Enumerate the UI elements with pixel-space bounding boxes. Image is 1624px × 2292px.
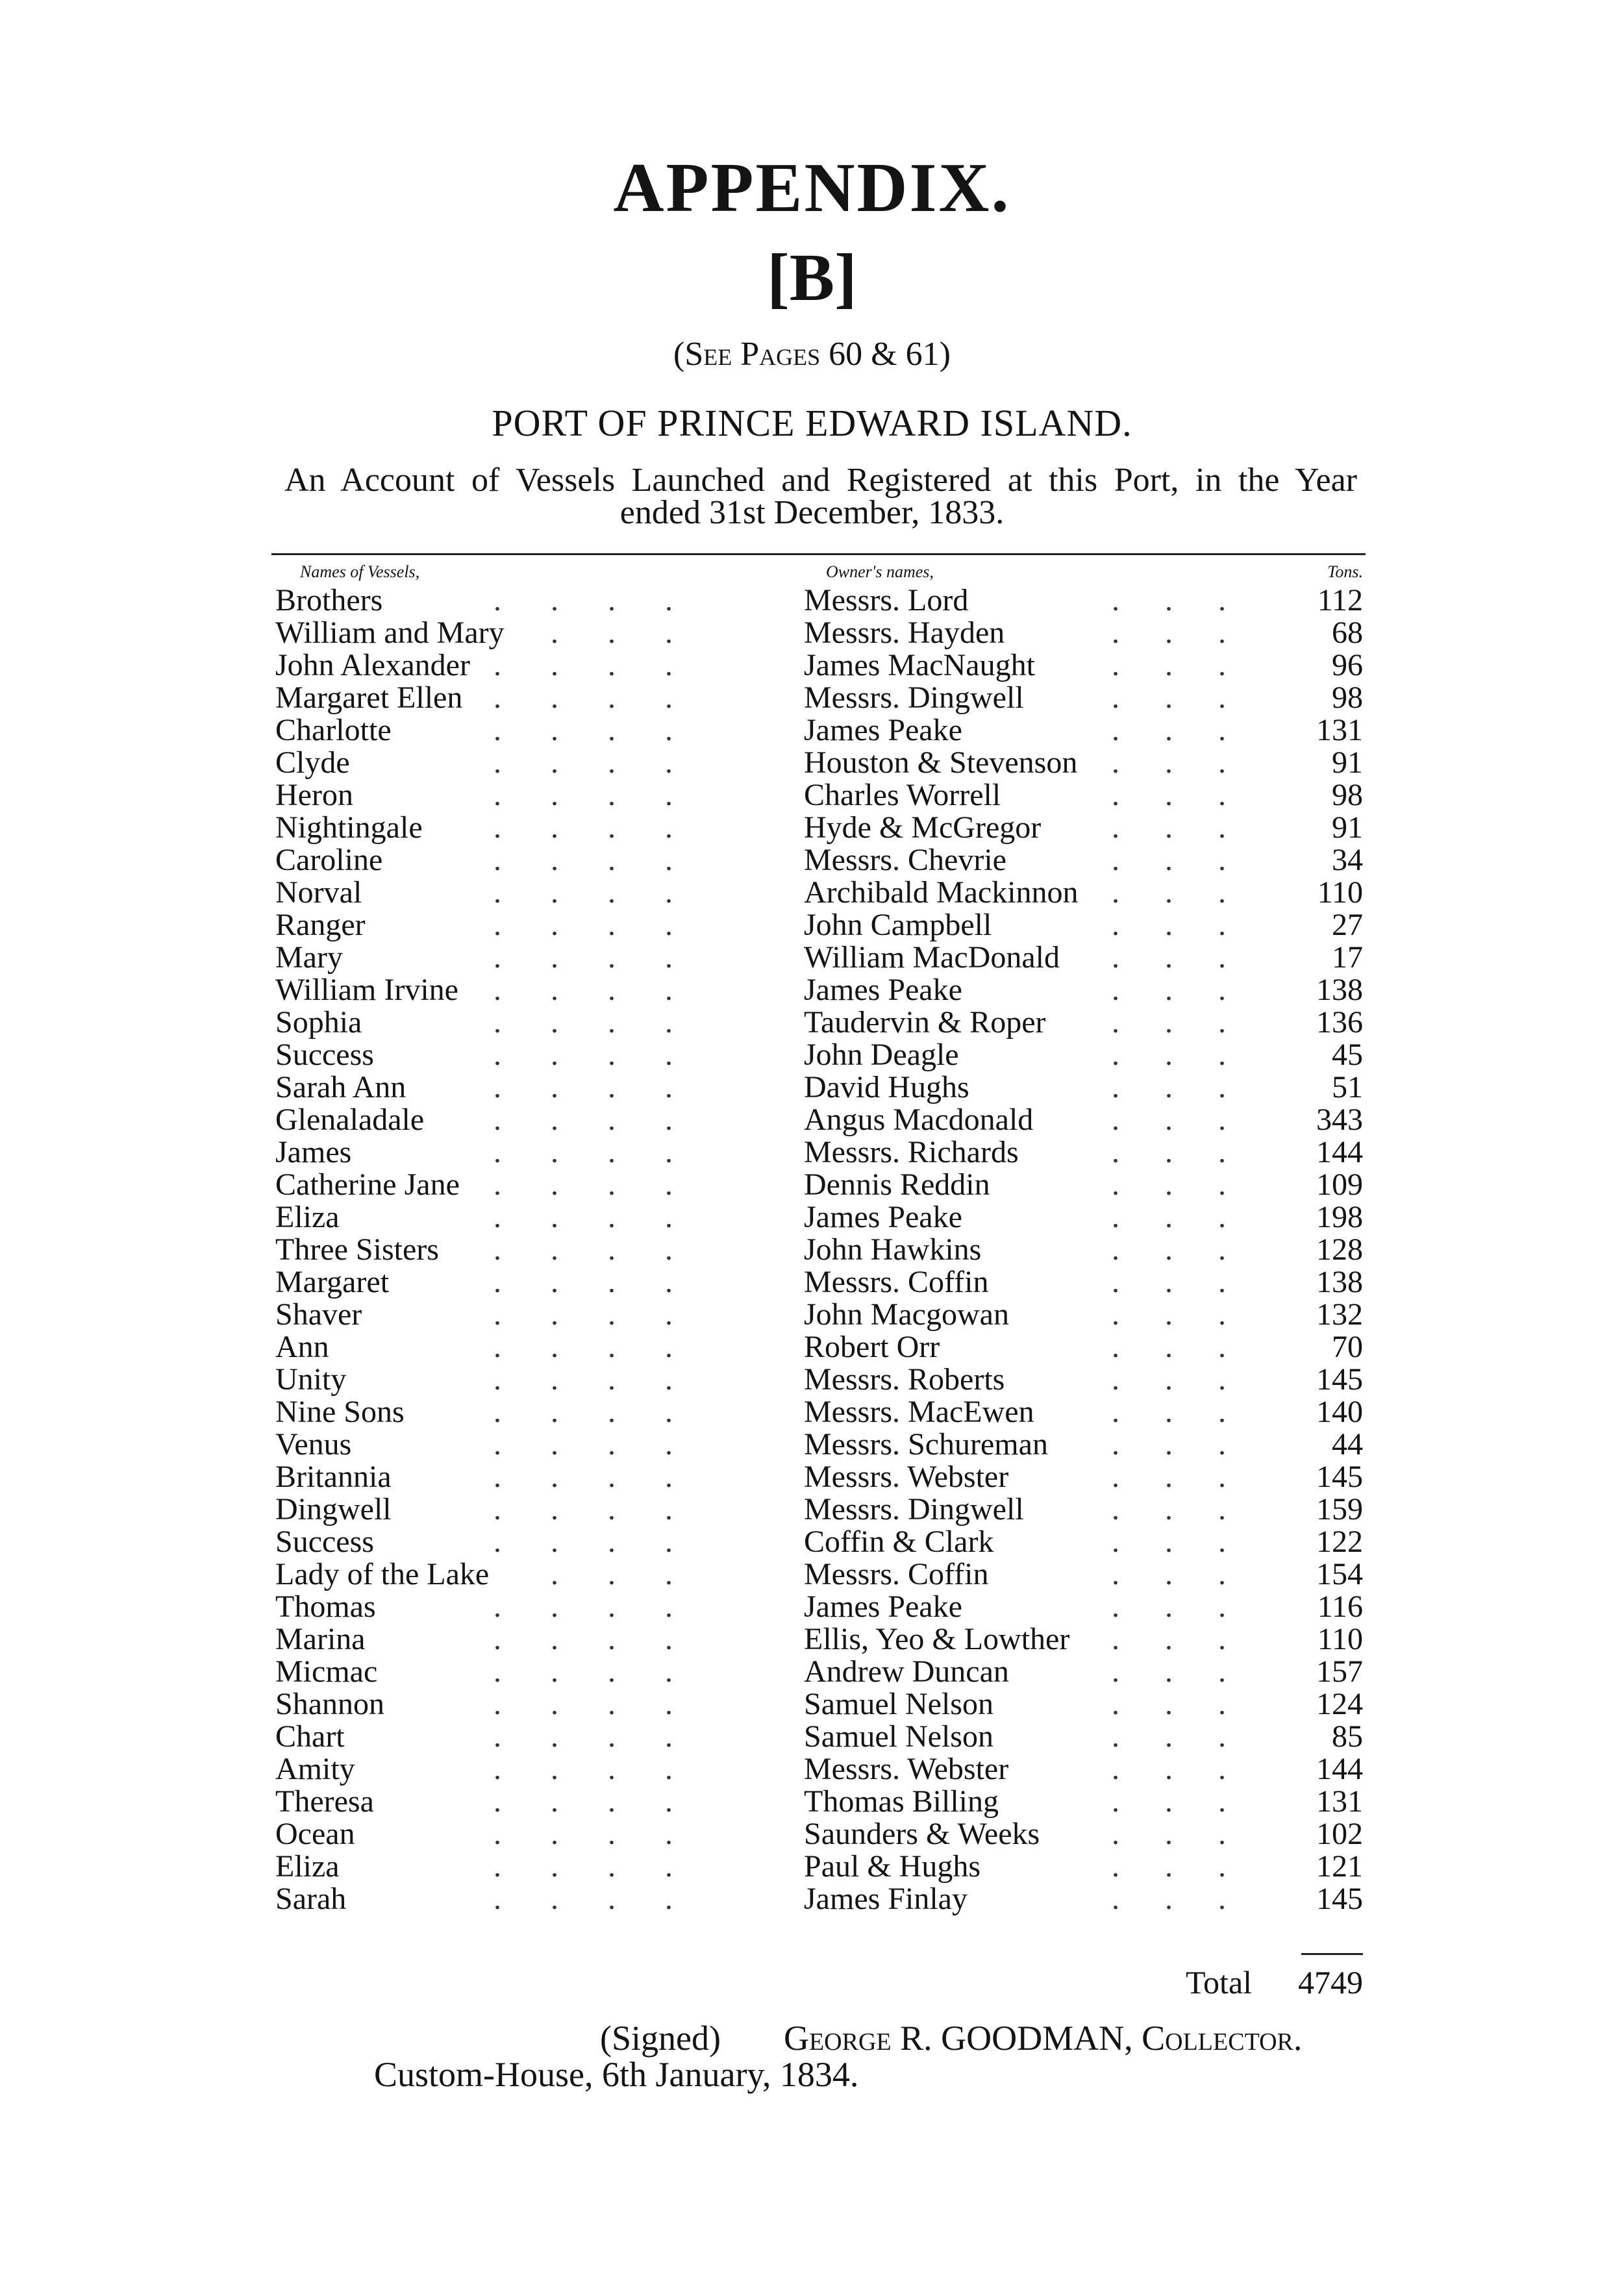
leader-dots: ....: [493, 1297, 722, 1332]
table-row: [0, 1526, 1624, 1558]
owner-name: Thomas Billing: [804, 1784, 999, 1819]
vessel-name: Clyde: [275, 745, 350, 780]
table-row: [0, 1364, 1624, 1396]
leader-dots: ...: [1112, 1427, 1271, 1462]
vessel-name: Sarah Ann: [275, 1070, 406, 1104]
leader-dots: ...: [1112, 1070, 1271, 1104]
tonnage: 343: [1316, 1102, 1363, 1137]
tonnage: 102: [1316, 1817, 1363, 1851]
leader-dots: ....: [493, 810, 722, 845]
table-row: [0, 649, 1624, 682]
leader-dots: ....: [493, 1038, 722, 1072]
leader-dots: ....: [493, 680, 722, 715]
see-pages-note: (See Pages 60 & 61): [673, 336, 951, 373]
vessel-name: Unity: [275, 1362, 347, 1397]
leader-dots: ....: [493, 1265, 722, 1299]
tonnage: 70: [1332, 1330, 1363, 1364]
table-row: [0, 1493, 1624, 1526]
tonnage: 138: [1316, 1265, 1363, 1299]
leader-dots: ....: [493, 1362, 722, 1397]
leader-dots: ....: [493, 940, 722, 975]
tonnage: 91: [1332, 745, 1363, 780]
owner-name: Paul & Hughs: [804, 1849, 981, 1884]
tonnage: 128: [1316, 1232, 1363, 1267]
table-row: [0, 617, 1624, 649]
table-row: [0, 1883, 1624, 1915]
owner-name: James Peake: [804, 1200, 962, 1234]
leader-dots: ...: [1112, 1817, 1271, 1851]
table-row: [0, 974, 1624, 1006]
leader-dots: ....: [493, 713, 722, 747]
vessel-name: Ann: [275, 1330, 329, 1364]
leader-dots: ....: [493, 1427, 722, 1462]
owner-name: Andrew Duncan: [804, 1654, 1009, 1689]
table-row: [0, 1396, 1624, 1428]
leader-dots: ....: [493, 1589, 722, 1624]
total-label: Total: [1186, 1964, 1253, 2000]
table-row: [0, 844, 1624, 877]
table-row: [0, 1266, 1624, 1299]
vessel-name: Sophia: [275, 1005, 362, 1040]
vessel-name: Theresa: [275, 1784, 374, 1819]
leader-dots: ....: [493, 1167, 722, 1202]
owner-name: Hyde & McGregor: [804, 810, 1042, 845]
leader-dots: ...: [1112, 616, 1271, 650]
tonnage: 91: [1332, 810, 1363, 845]
vessel-name: Britannia: [275, 1460, 392, 1494]
vessel-name: Eliza: [275, 1849, 340, 1884]
leader-dots: ...: [1112, 713, 1271, 747]
vessel-name: Charlotte: [275, 713, 392, 747]
leader-dots: ...: [1112, 843, 1271, 877]
vessel-name: Shaver: [275, 1297, 362, 1332]
owner-name: Saunders & Weeks: [804, 1817, 1040, 1851]
tonnage: 116: [1317, 1589, 1363, 1624]
tonnage: 121: [1316, 1849, 1363, 1884]
owner-name: Messrs. Lord: [804, 583, 969, 617]
table-row: [0, 812, 1624, 844]
leader-dots: ...: [1112, 1719, 1271, 1754]
table-row: [0, 1071, 1624, 1104]
owner-name: Messrs. Coffin: [804, 1265, 989, 1299]
leader-dots: ...: [1112, 1622, 1271, 1656]
vessel-name: Margaret Ellen: [275, 680, 463, 715]
leader-dots: ....: [493, 1395, 722, 1429]
leader-dots: ...: [1112, 1460, 1271, 1494]
leader-dots: ...: [1112, 680, 1271, 715]
leader-dots: ....: [493, 1492, 722, 1526]
leader-dots: ...: [1112, 973, 1271, 1007]
tonnage: 109: [1316, 1167, 1363, 1202]
owner-name: Messrs. Hayden: [804, 616, 1005, 650]
table-row: [0, 1591, 1624, 1623]
owner-name: Messrs. Roberts: [804, 1362, 1005, 1397]
vessel-name: Marina: [275, 1622, 366, 1656]
owner-name: Ellis, Yeo & Lowther: [804, 1622, 1070, 1656]
leader-dots: ...: [1112, 745, 1271, 780]
table-row: [0, 1753, 1624, 1786]
table-row: [0, 1850, 1624, 1883]
owner-name: James Peake: [804, 1589, 962, 1624]
leader-dots: ...: [1112, 1687, 1271, 1721]
column-header-vessels: Names of Vessels,: [300, 562, 420, 581]
table-row: [0, 1623, 1624, 1656]
leader-dots: ....: [493, 1719, 722, 1754]
leader-dots: ....: [493, 908, 722, 942]
owner-name: Charles Worrell: [804, 778, 1001, 812]
leader-dots: ...: [1112, 1005, 1271, 1040]
vessel-name: Success: [275, 1038, 374, 1072]
leader-dots: ....: [493, 843, 722, 877]
leader-dots: ...: [1112, 1557, 1271, 1591]
leader-dots: ...: [1112, 1752, 1271, 1786]
tonnage: 131: [1316, 1784, 1363, 1819]
table-row: [0, 682, 1624, 714]
leader-dots: ...: [1112, 810, 1271, 845]
owner-name: Messrs. Richards: [804, 1135, 1019, 1169]
owner-name: Houston & Stevenson: [804, 745, 1078, 780]
table-row: [0, 1428, 1624, 1461]
appendix-title: APPENDIX.: [613, 149, 1011, 227]
leader-dots: ...: [1112, 1395, 1271, 1429]
leader-dots: ....: [493, 778, 722, 812]
owner-name: John Campbell: [804, 908, 992, 942]
leader-dots: ...: [1112, 1330, 1271, 1364]
vessel-name: Margaret: [275, 1265, 390, 1299]
tonnage: 98: [1332, 680, 1363, 715]
owner-name: John Deagle: [804, 1038, 959, 1072]
leader-dots: ...: [1112, 875, 1271, 910]
vessel-name: Ocean: [275, 1817, 355, 1851]
table-row: [0, 1299, 1624, 1331]
table-row: [0, 1136, 1624, 1169]
owner-name: Messrs. Webster: [804, 1460, 1009, 1494]
leader-dots: ....: [493, 1752, 722, 1786]
vessel-name: Thomas: [275, 1589, 376, 1624]
signature-line: [600, 2018, 1302, 2058]
signed-label: (Signed): [600, 2019, 721, 2058]
leader-dots: ....: [493, 648, 722, 682]
tonnage: 144: [1316, 1135, 1363, 1169]
owner-name: Messrs. Schureman: [804, 1427, 1048, 1462]
vessel-name: Amity: [275, 1752, 355, 1786]
leader-dots: ....: [493, 1654, 722, 1689]
leader-dots: ...: [1112, 778, 1271, 812]
owner-name: William MacDonald: [804, 940, 1060, 975]
table-row: [0, 1786, 1624, 1818]
vessel-name: Eliza: [275, 1200, 340, 1234]
tonnage: 145: [1316, 1882, 1363, 1916]
vessel-table: [0, 584, 1624, 1915]
leader-dots: ....: [493, 1135, 722, 1169]
tonnage: 140: [1316, 1395, 1363, 1429]
leader-dots: ...: [1112, 1265, 1271, 1299]
table-row: [0, 1169, 1624, 1201]
leader-dots: ...: [1112, 1882, 1271, 1916]
leader-dots: ....: [493, 1232, 722, 1267]
owner-name: John Macgowan: [804, 1297, 1009, 1332]
leader-dots: ...: [1112, 1135, 1271, 1169]
leader-dots: ....: [493, 973, 722, 1007]
owner-name: Robert Orr: [804, 1330, 940, 1364]
owner-name: Messrs. MacEwen: [804, 1395, 1034, 1429]
table-row: [0, 1006, 1624, 1039]
table-row: [0, 584, 1624, 617]
owner-name: Angus Macdonald: [804, 1102, 1034, 1137]
leader-dots: ...: [1112, 1784, 1271, 1819]
owner-name: Archibald Mackinnon: [804, 875, 1079, 910]
tonnage: 144: [1316, 1752, 1363, 1786]
owner-name: James Finlay: [804, 1882, 968, 1916]
tonnage: 110: [1317, 1622, 1363, 1656]
leader-dots: ...: [1112, 1297, 1271, 1332]
table-row: [0, 1558, 1624, 1591]
total-rule: [1301, 1953, 1363, 1955]
port-heading: PORT OF PRINCE EDWARD ISLAND.: [492, 402, 1132, 444]
tonnage: 159: [1316, 1492, 1363, 1526]
vessel-name: John Alexander: [275, 648, 470, 682]
leader-dots: ....: [493, 1200, 722, 1234]
leader-dots: ...: [1112, 1849, 1271, 1884]
leader-dots: ....: [493, 1687, 722, 1721]
tonnage: 122: [1316, 1525, 1363, 1559]
leader-dots: ...: [1112, 908, 1271, 942]
owner-name: Dennis Reddin: [804, 1167, 990, 1202]
leader-dots: ....: [493, 1622, 722, 1656]
owner-name: John Hawkins: [804, 1232, 982, 1267]
owner-name: James Peake: [804, 973, 962, 1007]
vessel-name: William Irvine: [275, 973, 458, 1007]
leader-dots: ...: [551, 1557, 722, 1591]
leader-dots: ...: [1112, 1232, 1271, 1267]
table-row: [0, 1039, 1624, 1071]
table-top-rule: [271, 553, 1366, 555]
leader-dots: ....: [493, 1005, 722, 1040]
leader-dots: ...: [1112, 1654, 1271, 1689]
table-row: [0, 1688, 1624, 1721]
owner-name: Coffin & Clark: [804, 1525, 994, 1559]
vessel-name: Catherine Jane: [275, 1167, 460, 1202]
tonnage: 157: [1316, 1654, 1363, 1689]
owner-name: Messrs. Coffin: [804, 1557, 989, 1591]
leader-dots: ...: [1112, 1038, 1271, 1072]
vessel-name: James: [275, 1135, 352, 1169]
owner-name: Messrs. Chevrie: [804, 843, 1006, 877]
table-row: [0, 1656, 1624, 1688]
vessel-name: Chart: [275, 1719, 345, 1754]
vessel-name: Caroline: [275, 843, 383, 877]
place-and-date: Custom-House, 6th January, 1834.: [374, 2055, 859, 2094]
vessel-name: Nine Sons: [275, 1395, 405, 1429]
tonnage: 44: [1332, 1427, 1363, 1462]
leader-dots: ...: [1112, 1102, 1271, 1137]
vessel-name: Heron: [275, 778, 353, 812]
owner-name: James MacNaught: [804, 648, 1035, 682]
vessel-name: Norval: [275, 875, 362, 910]
table-row: [0, 1331, 1624, 1364]
vessel-name: Ranger: [275, 908, 366, 942]
leader-dots: ....: [493, 583, 722, 617]
tonnage: 34: [1332, 843, 1363, 877]
leader-dots: ...: [1112, 1362, 1271, 1397]
account-description-line1: An Account of Vessels Launched and Registered at this Port, in the Year: [284, 462, 1357, 499]
total-value: 4749: [1298, 1964, 1363, 2000]
leader-dots: ....: [493, 1330, 722, 1364]
vessel-name: Three Sisters: [275, 1232, 439, 1267]
leader-dots: ...: [1112, 1525, 1271, 1559]
table-row: [0, 747, 1624, 779]
tonnage: 17: [1332, 940, 1363, 975]
column-header-tons: Tons.: [1327, 562, 1363, 581]
leader-dots: ...: [1112, 940, 1271, 975]
owner-name: Taudervin & Roper: [804, 1005, 1046, 1040]
leader-dots: ....: [493, 1784, 722, 1819]
table-row: [0, 1104, 1624, 1136]
vessel-name: Sarah: [275, 1882, 347, 1916]
tonnage: 145: [1316, 1460, 1363, 1494]
tonnage: 51: [1332, 1070, 1363, 1104]
table-row: [0, 1461, 1624, 1493]
leader-dots: ....: [493, 875, 722, 910]
owner-name: James Peake: [804, 713, 962, 747]
tonnage: 45: [1332, 1038, 1363, 1072]
table-row: [0, 1201, 1624, 1234]
tonnage: 132: [1316, 1297, 1363, 1332]
vessel-name: Shannon: [275, 1687, 384, 1721]
leader-dots: ...: [1112, 1167, 1271, 1202]
leader-dots: ....: [493, 1460, 722, 1494]
tonnage: 124: [1316, 1687, 1363, 1721]
leader-dots: ...: [1112, 583, 1271, 617]
leader-dots: ...: [1112, 1492, 1271, 1526]
table-row: [0, 1721, 1624, 1753]
leader-dots: ...: [1112, 1200, 1271, 1234]
owner-name: Messrs. Dingwell: [804, 1492, 1024, 1526]
vessel-name: Success: [275, 1525, 374, 1559]
vessel-name: William and Mary: [275, 616, 505, 650]
tonnage: 110: [1317, 875, 1363, 910]
vessel-name: Micmac: [275, 1654, 378, 1689]
tonnage: 154: [1316, 1557, 1363, 1591]
vessel-name: Nightingale: [275, 810, 423, 845]
leader-dots: ....: [493, 1882, 722, 1916]
tonnage: 145: [1316, 1362, 1363, 1397]
table-row: [0, 714, 1624, 747]
owner-name: Samuel Nelson: [804, 1687, 993, 1721]
vessel-name: Venus: [275, 1427, 352, 1462]
leader-dots: ...: [1112, 1589, 1271, 1624]
owner-name: Messrs. Webster: [804, 1752, 1009, 1786]
table-row: [0, 1818, 1624, 1850]
table-row: [0, 909, 1624, 941]
leader-dots: ....: [493, 1070, 722, 1104]
account-description-line2: ended 31st December, 1833.: [619, 494, 1005, 531]
leader-dots: ....: [493, 745, 722, 780]
vessel-name: Dingwell: [275, 1492, 392, 1526]
owner-name: Messrs. Dingwell: [804, 680, 1024, 715]
tonnage: 85: [1332, 1719, 1363, 1754]
column-header-owners: Owner's names,: [826, 562, 934, 581]
tonnage: 136: [1316, 1005, 1363, 1040]
leader-dots: ....: [493, 1817, 722, 1851]
tonnage: 131: [1316, 713, 1363, 747]
table-row: [0, 877, 1624, 909]
vessel-name: Lady of the Lake: [275, 1557, 490, 1591]
signatory-name: George R. GOODMAN, Collector.: [783, 2019, 1303, 2058]
tonnage: 198: [1316, 1200, 1363, 1234]
leader-dots: ....: [493, 1525, 722, 1559]
tonnage: 96: [1332, 648, 1363, 682]
tonnage: 112: [1317, 583, 1363, 617]
tonnage: 68: [1332, 616, 1363, 650]
leader-dots: ...: [551, 616, 722, 650]
table-row: [0, 779, 1624, 812]
tonnage: 138: [1316, 973, 1363, 1007]
owner-name: Samuel Nelson: [804, 1719, 993, 1754]
tonnage: 27: [1332, 908, 1363, 942]
vessel-name: Glenaladale: [275, 1102, 425, 1137]
section-letter: [B]: [767, 240, 857, 315]
leader-dots: ....: [493, 1849, 722, 1884]
vessel-name: Mary: [275, 940, 343, 975]
leader-dots: ...: [1112, 648, 1271, 682]
owner-name: David Hughs: [804, 1070, 969, 1104]
tonnage: 98: [1332, 778, 1363, 812]
table-row: [0, 941, 1624, 974]
vessel-name: Brothers: [275, 583, 383, 617]
leader-dots: ....: [493, 1102, 722, 1137]
table-row: [0, 1234, 1624, 1266]
